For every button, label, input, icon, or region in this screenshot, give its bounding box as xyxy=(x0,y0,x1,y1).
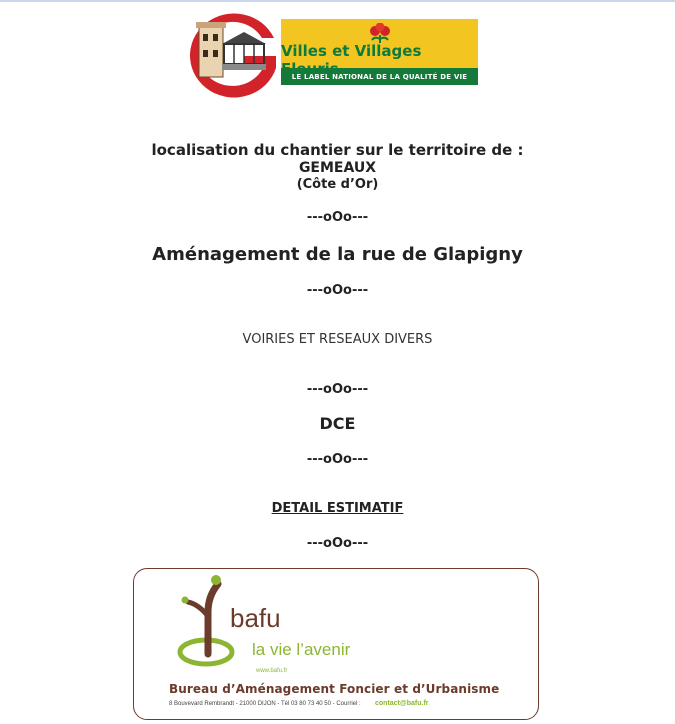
phase-title: DCE xyxy=(319,414,356,433)
bafu-tagline: la vie l’avenir xyxy=(252,640,351,659)
gemeaux-logo-icon xyxy=(182,8,280,100)
vvf-subtitle: LE LABEL NATIONAL DE LA QUALITÉ DE VIE xyxy=(281,68,478,85)
separator: ---oOo--- xyxy=(306,452,369,467)
vvf-title: Villes et Villages xyxy=(281,42,422,60)
project-title: Aménagement de la rue de Glapigny xyxy=(152,244,523,265)
top-border xyxy=(0,0,675,2)
commune-name: GEMEAUX xyxy=(298,160,377,176)
separator: ---oOo--- xyxy=(306,210,369,225)
separator: ---oOo--- xyxy=(306,283,369,298)
bafu-address: 8 Bouvevard Rembrandt - 21000 DIJON - Tél 03 80 73 40 50 - Courriel : xyxy=(169,701,361,707)
bafu-email: contact@bafu.fr xyxy=(375,700,429,707)
bafu-full-name: Bureau d’Aménagement Foncier et d’Urbanisme xyxy=(169,682,500,696)
department-name: (Côte d’Or) xyxy=(296,177,379,192)
location-label: localisation du chantier sur le territoire de : xyxy=(151,141,524,159)
vvf-label-logo xyxy=(281,19,478,85)
lot-title: VOIRIES ET RESEAUX DIVERS xyxy=(242,332,433,347)
bafu-website: www.bafu.fr xyxy=(256,668,288,674)
bafu-tree-icon xyxy=(176,574,236,674)
document-type: DETAIL ESTIMATIF xyxy=(271,501,404,516)
bafu-brand: bafu xyxy=(230,603,281,633)
separator: ---oOo--- xyxy=(306,382,369,397)
separator: ---oOo--- xyxy=(306,536,369,551)
